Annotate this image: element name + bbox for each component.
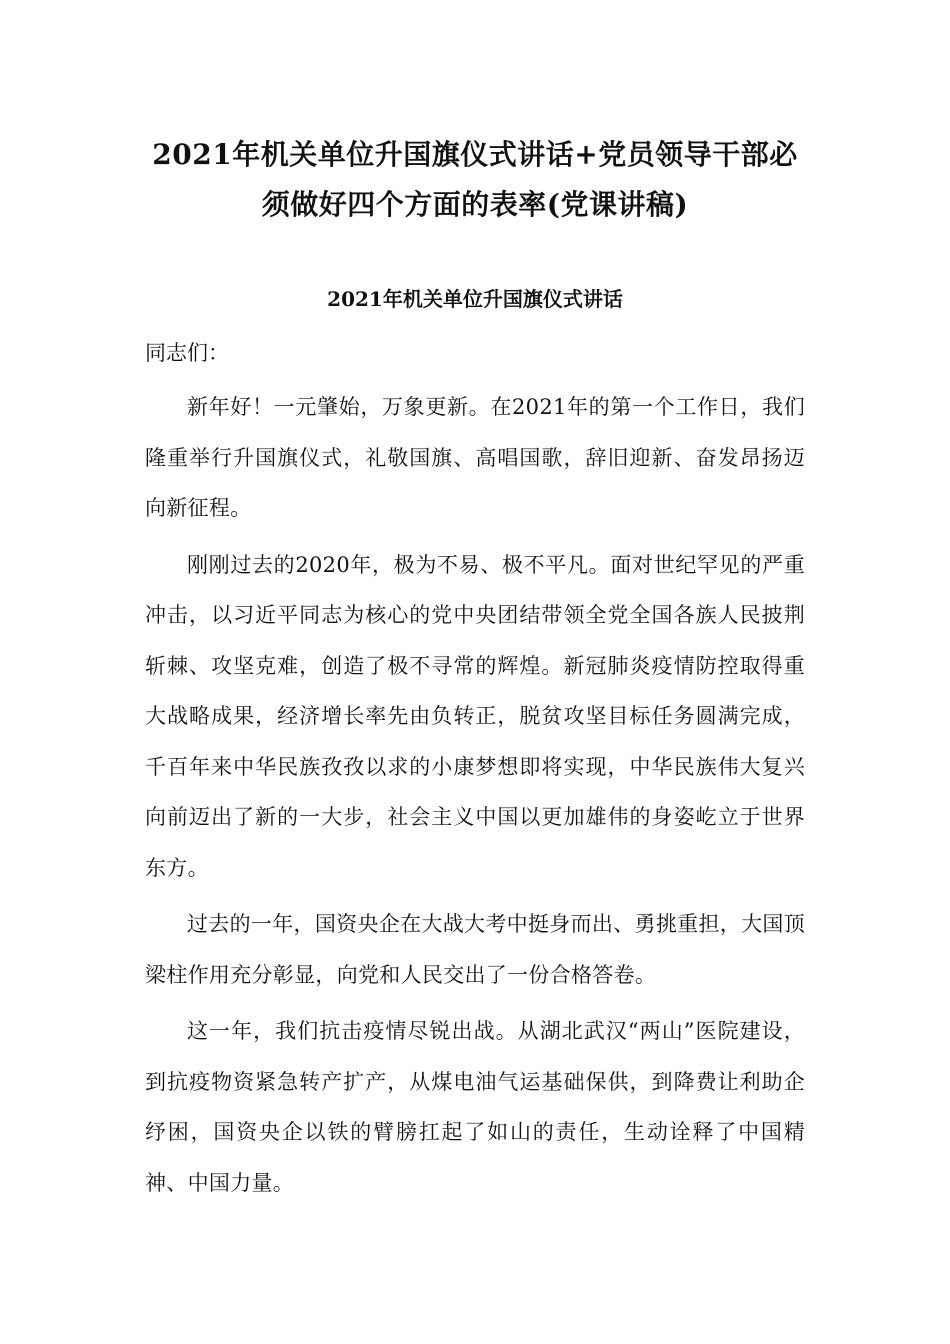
paragraph: 刚刚过去的2020年，极为不易、极不平凡。面对世纪罕见的严重冲击，以习近平同志为核心的党中央团结带领全党全国各族人民披荆斩棘、攻坚克难，创造了极不寻常的辉煌。新冠肺炎疫情防控取得重大战略成果，经济增长率先由负转正，脱贫攻坚目标任务圆满完成，千百年来中华民族孜孜以求的小康梦想即将实现，中华民族伟大复兴向前迈出了新的一大步，社会主义中国以更加雄伟的身姿屹立于世界东方。 xyxy=(145,552,805,880)
document-title: 2021年机关单位升国旗仪式讲话+党员领导干部必须做好四个方面的表率(党课讲稿) xyxy=(152,138,798,221)
salutation: 同志们： xyxy=(145,341,229,365)
paragraph: 新年好！一元肇始，万象更新。在2021年的第一个工作日，我们隆重举行升国旗仪式，礼敬国旗、高唱国歌，辞旧迎新、奋发昂扬迈向新征程。 xyxy=(145,395,805,520)
document-body xyxy=(145,382,805,1214)
paragraph: 这一年，我们抗击疫情尽锐出战。从湖北武汉“两山”医院建设，到抗疫物资紧急转产扩产，从煤电油气运基础保供，到降费让利助企纾困，国资央企以铁的臂膀扛起了如山的责任，生动诠释了中国精神、中国力量。 xyxy=(145,1019,805,1195)
paragraph: 过去的一年，国资央企在大战大考中挺身而出、勇挑重担，大国顶梁柱作用充分彰显，向党和人民交出了一份合格答卷。 xyxy=(145,912,805,987)
section-title: 2021年机关单位升国旗仪式讲话 xyxy=(327,287,623,311)
